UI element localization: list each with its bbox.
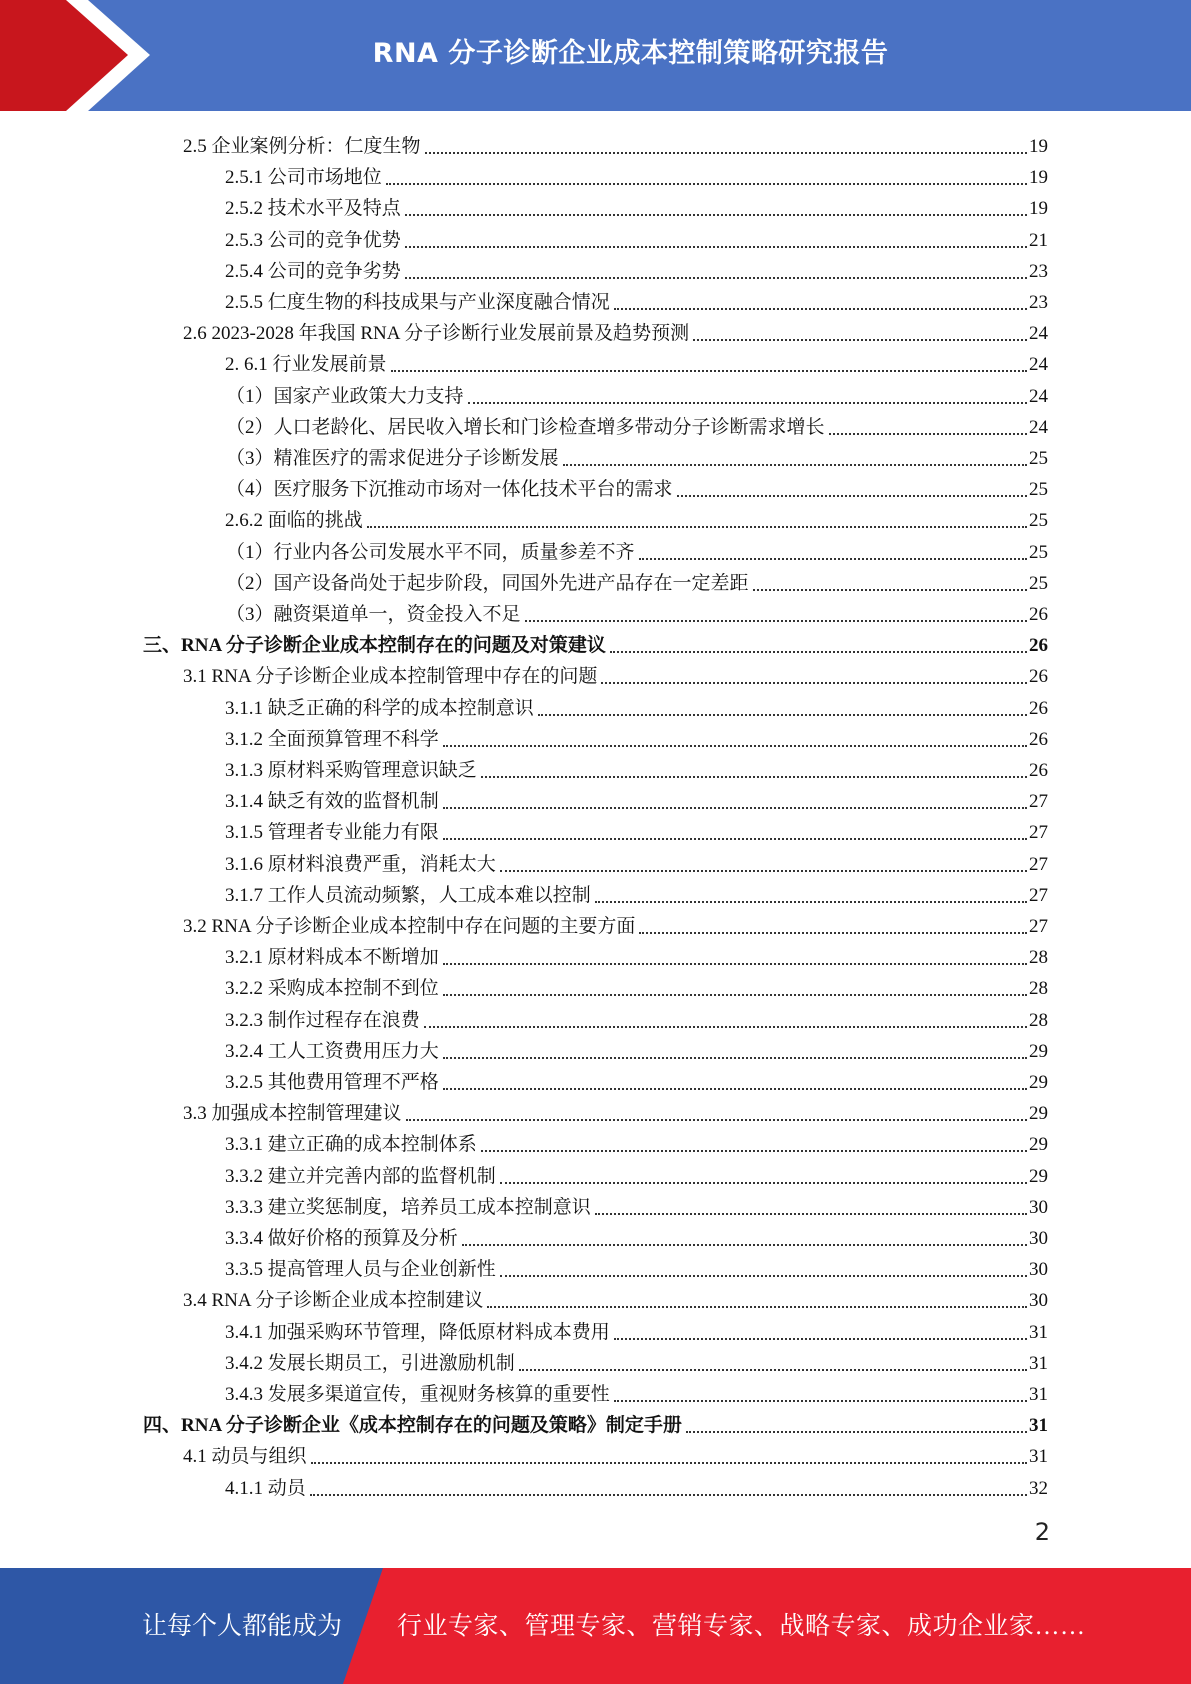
toc-entry[interactable] — [143, 627, 1048, 658]
report-title: RNA 分子诊断企业成本控制策略研究报告 — [372, 37, 889, 69]
toc-entry-label: 2.5.2 技术水平及特点 — [225, 198, 401, 220]
toc-entry-page: 28 — [1029, 947, 1048, 969]
toc-entry[interactable] — [225, 1064, 1048, 1095]
toc-entry-label: 3.1.2 全面预算管理不科学 — [225, 728, 439, 750]
toc-entry-page: 27 — [1029, 791, 1048, 813]
toc-dot-leader — [686, 1431, 1027, 1433]
toc-entry[interactable] — [225, 752, 1048, 783]
toc-entry-label: 3.3.1 建立正确的成本控制体系 — [225, 1134, 477, 1156]
toc-entry[interactable] — [143, 1407, 1048, 1438]
toc-dot-leader — [639, 558, 1027, 560]
toc-entry[interactable] — [225, 1376, 1048, 1407]
toc-dot-leader — [595, 901, 1027, 903]
toc-entry-label: （4）医疗服务下沉推动市场对一体化技术平台的需求 — [226, 479, 673, 501]
toc-entry-label: 3.1.6 原材料浪费严重，消耗太大 — [225, 853, 496, 875]
toc-entry-label: 2.5.5 仁度生物的科技成果与产业深度融合情况 — [225, 292, 610, 313]
toc-entry-page: 31 — [1029, 1415, 1048, 1437]
toc-entry-page: 31 — [1029, 1352, 1048, 1374]
toc-entry[interactable] — [183, 1438, 1048, 1469]
toc-entry-label: 2.5.1 公司市场地位 — [225, 167, 382, 189]
toc-entry-label: 3.2.5 其他费用管理不严格 — [225, 1072, 439, 1093]
toc-entry-label: （3）精准医疗的需求促进分子诊断发展 — [226, 448, 559, 469]
toc-entry-label: （2）人口老龄化、居民收入增长和门诊检查增多带动分子诊断需求增长 — [226, 416, 825, 438]
toc-dot-leader — [525, 620, 1027, 622]
toc-entry-label: （3）融资渠道单一，资金投入不足 — [226, 604, 521, 625]
toc-entry[interactable] — [183, 908, 1048, 939]
toc-dot-leader — [610, 651, 1027, 653]
toc-entry-page: 27 — [1029, 884, 1048, 906]
toc-dot-leader — [538, 714, 1027, 716]
toc-entry-label: 2.6 2023-2028 年我国 RNA 分子诊断行业发展前景及趋势预测 — [183, 323, 690, 345]
toc-entry-label: 2. 6.1 行业发展前景 — [225, 354, 387, 376]
toc-entry-label: 4.1.1 动员 — [225, 1477, 306, 1499]
toc-entry-label: 2.5.4 公司的竞争劣势 — [225, 260, 401, 282]
toc-dot-leader — [443, 745, 1027, 747]
toc-entry[interactable] — [183, 658, 1048, 689]
toc-entry-page: 27 — [1029, 853, 1048, 875]
toc-entry-label: 四、RNA 分子诊断企业《成本控制存在的问题及策略》制定手册 — [143, 1415, 682, 1437]
toc-entry[interactable] — [225, 1251, 1048, 1282]
toc-dot-leader — [443, 1057, 1027, 1059]
toc-entry-label: 2.5.3 公司的竞争优势 — [225, 229, 401, 251]
toc-dot-leader — [405, 277, 1027, 279]
toc-entry-label: 3.2 RNA 分子诊断企业成本控制中存在问题的主要方面 — [183, 916, 636, 937]
toc-dot-leader — [462, 1244, 1027, 1246]
toc-entry-label: 3.4.2 发展长期员工，引进激励机制 — [225, 1352, 515, 1374]
toc-entry[interactable] — [226, 596, 1048, 627]
toc-entry-page: 28 — [1029, 1009, 1048, 1031]
toc-entry[interactable] — [226, 409, 1048, 440]
toc-entry-page: 19 — [1029, 167, 1048, 189]
toc-entry[interactable] — [226, 534, 1048, 565]
toc-entry-label: 3.2.2 采购成本控制不到位 — [225, 978, 439, 1000]
toc-entry[interactable] — [225, 846, 1048, 877]
toc-dot-leader — [753, 589, 1027, 591]
toc-entry[interactable] — [225, 814, 1048, 845]
toc-entry-page: 32 — [1029, 1477, 1048, 1499]
toc-dot-leader — [519, 1369, 1027, 1371]
toc-entry-page: 21 — [1029, 229, 1048, 251]
toc-entry[interactable] — [225, 690, 1048, 721]
toc-entry-label: 4.1 动员与组织 — [183, 1446, 307, 1468]
toc-entry-page: 30 — [1029, 1196, 1048, 1218]
toc-entry-page: 25 — [1029, 510, 1048, 532]
toc-dot-leader — [443, 838, 1027, 840]
toc-entry-label: 3.4.3 发展多渠道宣传，重视财务核算的重要性 — [225, 1384, 610, 1405]
toc-entry[interactable] — [225, 721, 1048, 752]
toc-entry-label: 3.3.5 提高管理人员与企业创新性 — [225, 1259, 496, 1281]
page-header — [0, 0, 1191, 111]
toc-entry-page: 29 — [1029, 1072, 1048, 1093]
toc-entry[interactable] — [225, 1189, 1048, 1220]
toc-dot-leader — [677, 495, 1027, 497]
toc-entry-page: 25 — [1029, 541, 1048, 563]
toc-entry[interactable] — [225, 1033, 1048, 1064]
toc-entry-page: 30 — [1029, 1290, 1048, 1312]
toc-entry-label: 2.6.2 面临的挑战 — [225, 510, 363, 532]
toc-entry-page: 24 — [1029, 416, 1048, 438]
toc-dot-leader — [468, 402, 1027, 404]
toc-entry-page: 26 — [1029, 728, 1048, 750]
toc-entry-label: 3.4.1 加强采购环节管理，降低原材料成本费用 — [225, 1321, 610, 1343]
toc-entry-label: 3.1.7 工作人员流动频繁，人工成本难以控制 — [225, 884, 591, 906]
toc-entry-label: 3.1.5 管理者专业能力有限 — [225, 822, 439, 844]
toc-entry[interactable] — [225, 222, 1048, 253]
toc-entry-label: （1）国家产业政策大力支持 — [226, 385, 464, 407]
toc-entry-page: 27 — [1029, 822, 1048, 844]
toc-entry-label: 2.5 企业案例分析：仁度生物 — [183, 136, 421, 157]
toc-entry-label: 3.1.3 原材料采购管理意识缺乏 — [225, 760, 477, 781]
toc-entry[interactable] — [225, 1158, 1048, 1189]
toc-entry[interactable] — [225, 939, 1048, 970]
toc-dot-leader — [481, 776, 1027, 778]
toc-entry-label: 3.4 RNA 分子诊断企业成本控制建议 — [183, 1290, 484, 1312]
toc-entry-page: 25 — [1029, 572, 1048, 594]
toc-entry[interactable] — [225, 1345, 1048, 1376]
toc-entry[interactable] — [183, 315, 1048, 346]
toc-entry-page: 19 — [1029, 198, 1048, 220]
toc-entry[interactable] — [225, 970, 1048, 1001]
page-number: 2 — [1034, 1518, 1050, 1546]
toc-dot-leader — [500, 870, 1027, 872]
toc-entry-label: 3.2.1 原材料成本不断增加 — [225, 947, 439, 969]
toc-entry-page: 24 — [1029, 385, 1048, 407]
toc-entry-page: 26 — [1029, 604, 1048, 625]
toc-dot-leader — [614, 308, 1027, 310]
toc-entry-page: 28 — [1029, 978, 1048, 1000]
footer-slogan-left: 让每个人都能成为 — [142, 1613, 343, 1640]
toc-entry-page: 31 — [1029, 1384, 1048, 1405]
toc-dot-leader — [443, 963, 1027, 965]
toc-entry[interactable] — [225, 346, 1048, 377]
toc-entry[interactable] — [225, 1126, 1048, 1157]
toc-entry-page: 26 — [1029, 697, 1048, 719]
toc-entry-page: 24 — [1029, 323, 1048, 345]
toc-entry[interactable] — [225, 1220, 1048, 1251]
toc-entry-page: 25 — [1029, 448, 1048, 469]
toc-entry[interactable] — [225, 502, 1048, 533]
toc-dot-leader — [406, 1119, 1027, 1121]
toc-dot-leader — [500, 1182, 1027, 1184]
toc-dot-leader — [367, 526, 1027, 528]
toc-dot-leader — [563, 464, 1027, 466]
toc-dot-leader — [424, 1026, 1027, 1028]
toc-entry[interactable] — [225, 253, 1048, 284]
toc-entry-label: 3.2.3 制作过程存在浪费 — [225, 1009, 420, 1031]
toc-entry-label: 3.1.4 缺乏有效的监督机制 — [225, 791, 439, 813]
toc-dot-leader — [693, 339, 1027, 341]
toc-entry[interactable] — [226, 471, 1048, 502]
toc-entry-page: 31 — [1029, 1446, 1048, 1468]
toc-entry-page: 23 — [1029, 260, 1048, 282]
toc-entry-page: 30 — [1029, 1259, 1048, 1281]
toc-entry-label: 3.3.2 建立并完善内部的监督机制 — [225, 1165, 496, 1187]
toc-entry-label: （1）行业内各公司发展水平不同，质量参差不齐 — [226, 541, 635, 563]
toc-dot-leader — [829, 433, 1027, 435]
toc-entry-label: （2）国产设备尚处于起步阶段，同国外先进产品存在一定差距 — [226, 572, 749, 594]
toc-dot-leader — [405, 246, 1027, 248]
toc-entry[interactable] — [183, 1095, 1048, 1126]
toc-entry[interactable] — [226, 565, 1048, 596]
toc-entry[interactable] — [183, 1282, 1048, 1313]
toc-entry-page: 25 — [1029, 479, 1048, 501]
toc-entry-page: 27 — [1029, 916, 1048, 937]
toc-entry-page: 26 — [1029, 635, 1048, 657]
toc-dot-leader — [425, 152, 1027, 154]
toc-dot-leader — [639, 932, 1027, 934]
toc-dot-leader — [405, 214, 1027, 216]
toc-entry-page: 30 — [1029, 1228, 1048, 1249]
page-footer — [0, 1568, 1191, 1684]
toc-entry-label: 3.3.3 建立奖惩制度，培养员工成本控制意识 — [225, 1196, 591, 1218]
toc-entry[interactable] — [226, 440, 1048, 471]
toc-entry-page: 23 — [1029, 292, 1048, 313]
toc-entry[interactable] — [183, 128, 1048, 159]
toc-entry[interactable] — [225, 1314, 1048, 1345]
toc-entry-page: 29 — [1029, 1040, 1048, 1062]
toc-dot-leader — [614, 1400, 1027, 1402]
toc-entry-page: 24 — [1029, 354, 1048, 376]
toc-entry-label: 3.3.4 做好价格的预算及分析 — [225, 1228, 458, 1249]
toc-dot-leader — [311, 1462, 1027, 1464]
toc-entry[interactable] — [225, 284, 1048, 315]
toc-entry[interactable] — [225, 159, 1048, 190]
toc-entry[interactable] — [226, 378, 1048, 409]
toc-entry[interactable] — [225, 190, 1048, 221]
toc-entry-page: 19 — [1029, 136, 1048, 157]
toc-dot-leader — [391, 370, 1027, 372]
toc-entry-label: 3.2.4 工人工资费用压力大 — [225, 1040, 439, 1062]
toc-entry-label: 三、RNA 分子诊断企业成本控制存在的问题及对策建议 — [143, 635, 606, 657]
toc-dot-leader — [601, 682, 1027, 684]
toc-entry-page: 31 — [1029, 1321, 1048, 1343]
toc-entry[interactable] — [225, 783, 1048, 814]
footer-slogan-right: 行业专家、管理专家、营销专家、战略专家、成功企业家…… — [397, 1613, 1086, 1640]
toc-entry[interactable] — [225, 1470, 1048, 1501]
toc-entry[interactable] — [225, 1002, 1048, 1033]
toc-dot-leader — [595, 1213, 1027, 1215]
toc-dot-leader — [500, 1275, 1027, 1277]
toc-entry-page: 29 — [1029, 1165, 1048, 1187]
toc-entry-label: 3.1.1 缺乏正确的科学的成本控制意识 — [225, 697, 534, 719]
toc-dot-leader — [614, 1338, 1027, 1340]
toc-entry[interactable] — [225, 877, 1048, 908]
toc-entry-page: 29 — [1029, 1103, 1048, 1125]
toc-entry-page: 26 — [1029, 666, 1048, 688]
toc-entry-label: 3.1 RNA 分子诊断企业成本控制管理中存在的问题 — [183, 666, 598, 688]
toc-dot-leader — [481, 1150, 1027, 1152]
toc-entry-label: 3.3 加强成本控制管理建议 — [183, 1103, 402, 1125]
toc-dot-leader — [310, 1494, 1027, 1496]
toc-entry-page: 26 — [1029, 760, 1048, 781]
toc-dot-leader — [443, 994, 1027, 996]
toc-dot-leader — [443, 1088, 1027, 1090]
toc-entry-page: 29 — [1029, 1134, 1048, 1156]
toc-dot-leader — [487, 1306, 1027, 1308]
toc-dot-leader — [386, 183, 1027, 185]
toc-dot-leader — [443, 807, 1027, 809]
